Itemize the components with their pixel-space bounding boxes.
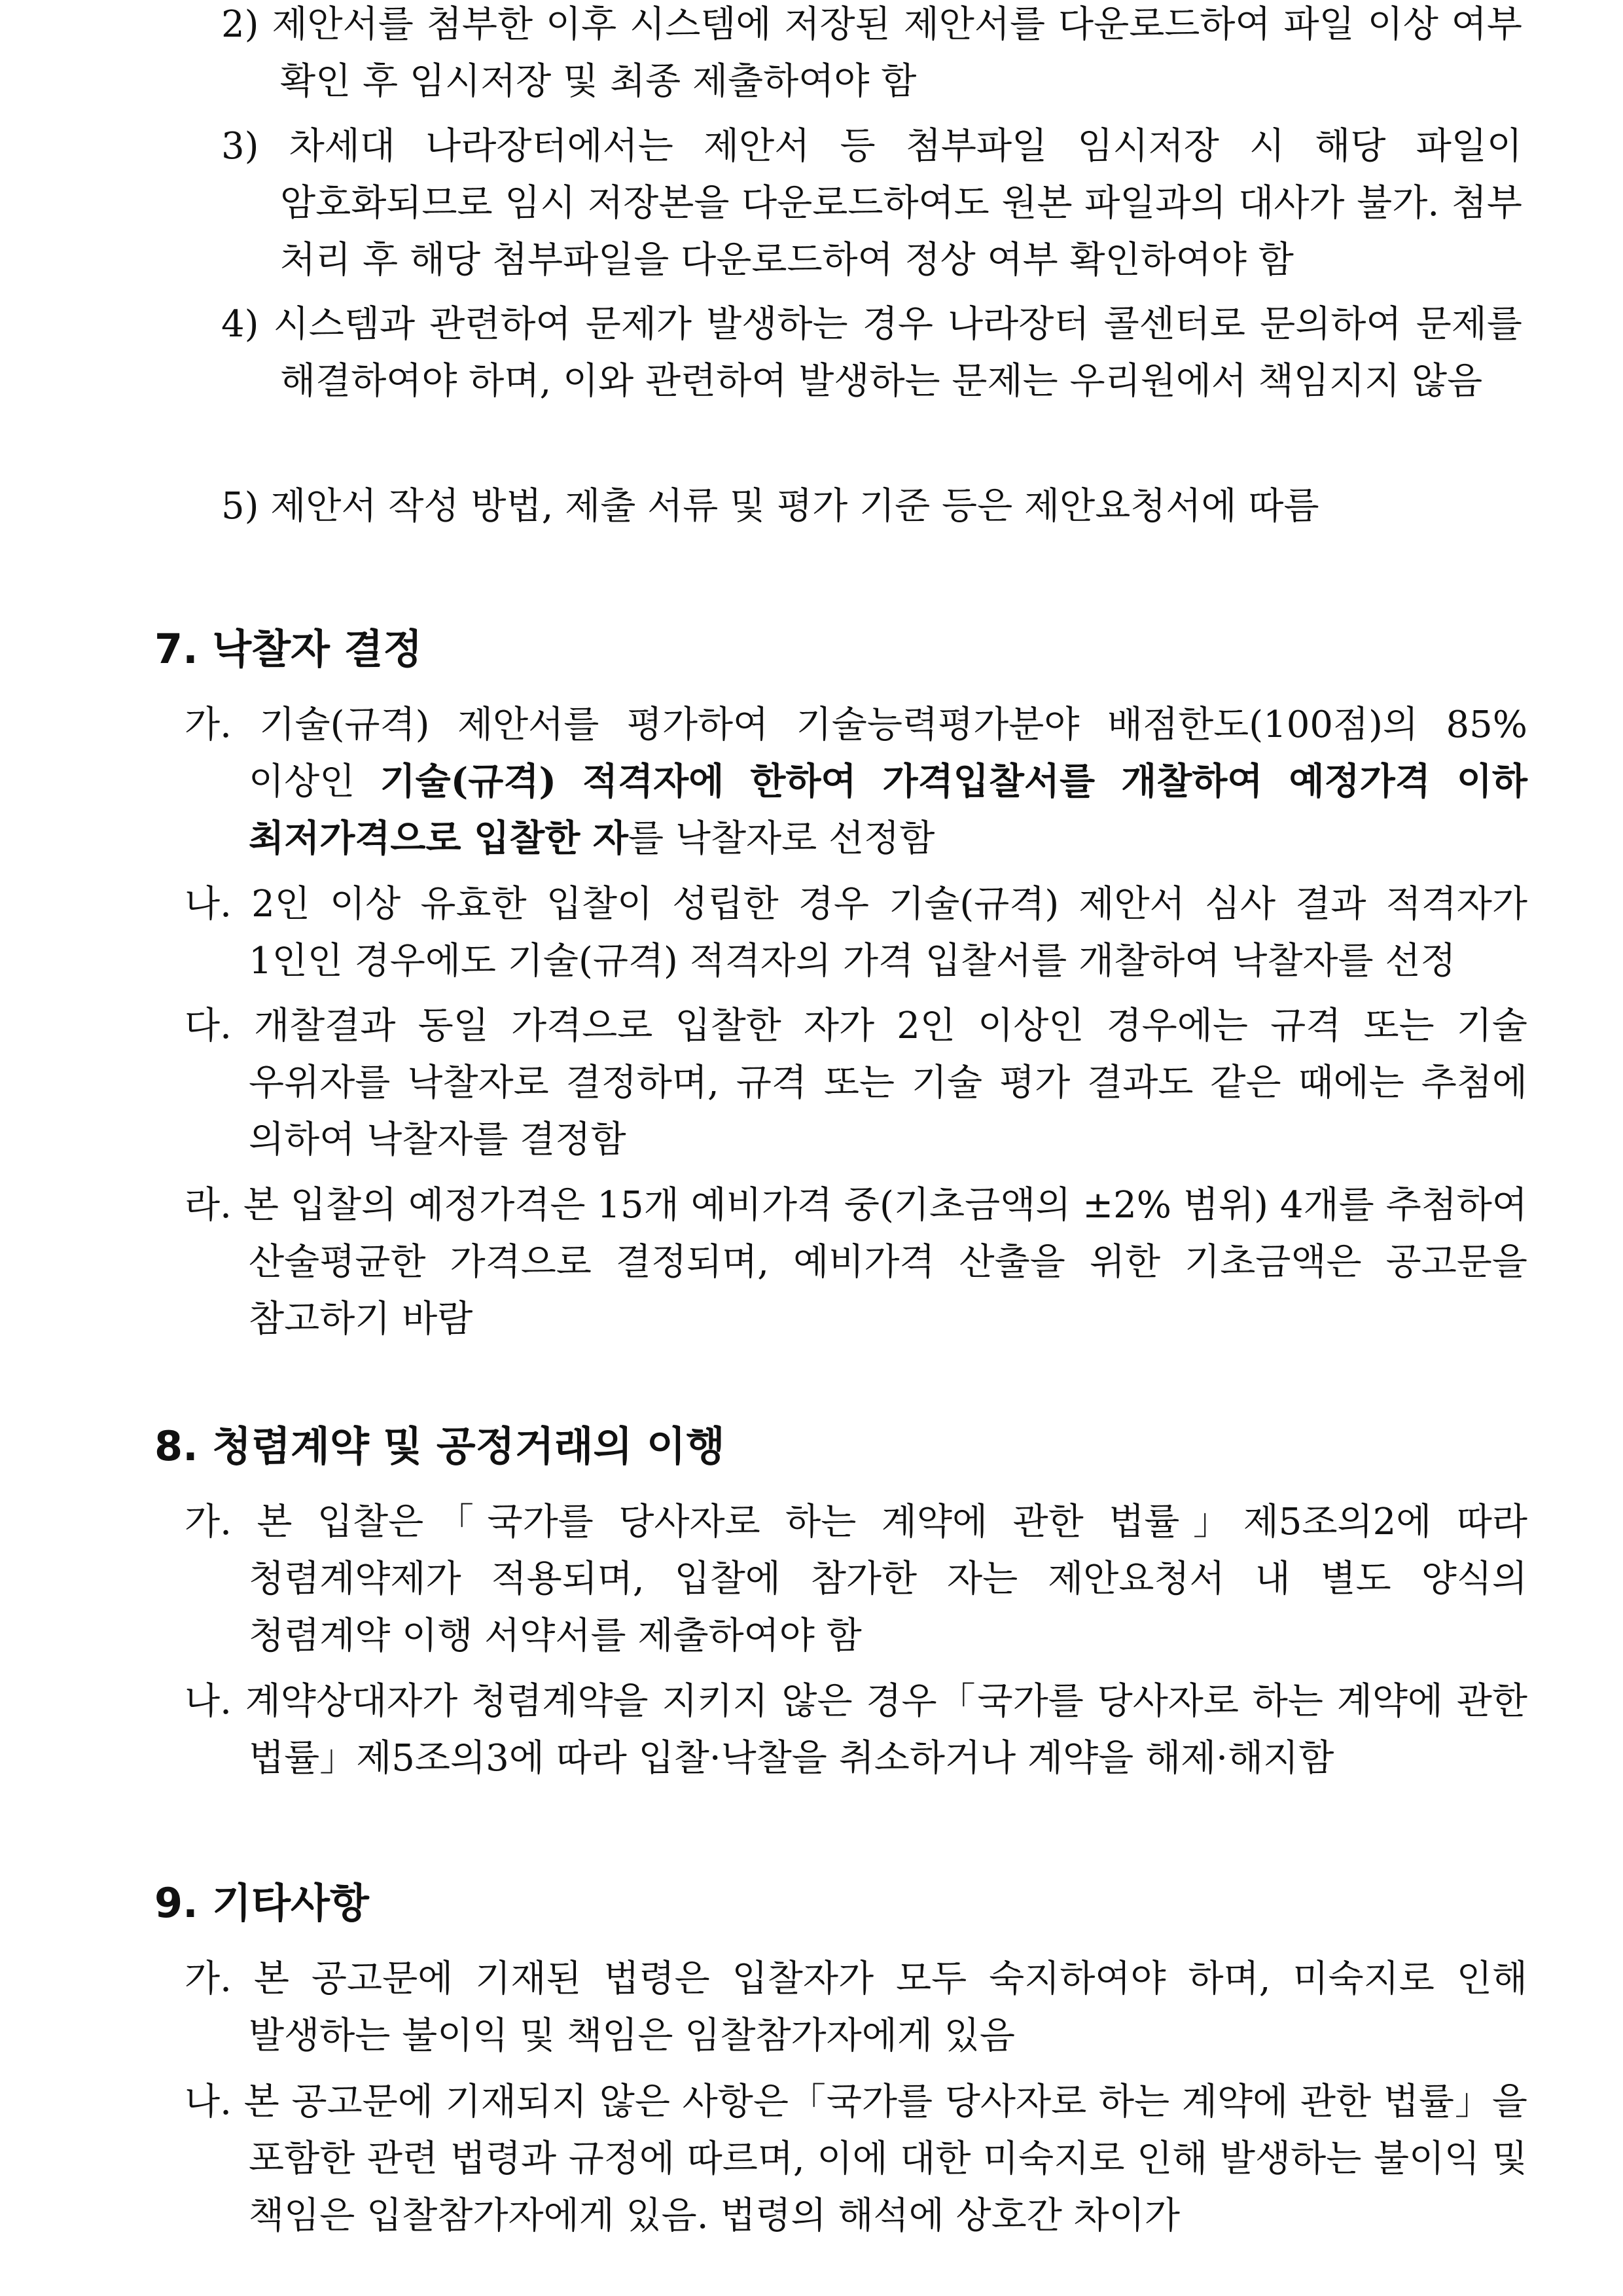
- item-text: 본 입찰의 예정가격은 15개 예비가격 중(기초금액의 ±2% 범위) 4개를 추첨하여 산술평균한 가격으로 결정되며, 예비가격 산출을 위한 기초금액은 공고문을 참고하기 바람: [243, 1184, 1527, 1340]
- item-text-bold: 기술(규격) 적격자에 한하여 가격입찰서를 개찰하여 예정가격 이하 최저가격으로 입찰한 자: [249, 760, 1528, 860]
- item-label: 가.: [185, 1958, 232, 2000]
- item-text: 본 공고문에 기재된 법령은 입찰자가 모두 숙지하여야 하며, 미숙지로 인해 발생하는 불이익 및 책임은 임찰참가자에게 있음: [249, 1958, 1527, 2057]
- section9-item-ga: [185, 1950, 1527, 2064]
- section9-item-na: [185, 2073, 1527, 2244]
- item-label: 가.: [185, 704, 232, 746]
- section-9-heading: 9. 기타사항: [154, 1879, 369, 1927]
- section6-item-4: [221, 296, 1522, 410]
- section8-item-ga: [185, 1494, 1527, 1664]
- item-text: 본 공고문에 기재되지 않은 사항은「국가를 당사자로 하는 계약에 관한 법률」을 포함한 관련 법령과 규정에 따르며, 이에 대한 미숙지로 인해 발생하는 불이익 및 책임은 입찰참가자에게 있음. 법령의 해석에 상호간 차이가: [243, 2081, 1527, 2237]
- item-label: 다.: [185, 1005, 232, 1047]
- item-text: 본 입찰은「국가를 당사자로 하는 계약에 관한 법률」제5조의2에 따라 청렴계약제가 적용되며, 입찰에 참가한 자는 제안요청서 내 별도 양식의 청렴계약 이행 서약서를 제출하여야 함: [249, 1501, 1527, 1657]
- section6-item-2: [221, 0, 1522, 110]
- item-text: 제안서 작성 방법, 제출 서류 및 평가 기준 등은 제안요청서에 따름: [270, 485, 1319, 528]
- section7-item-ra: [185, 1177, 1527, 1348]
- item-text-before: 기술(규격) 제안서를 평가하여 기술능력평가분야 배점한도(100점)의 85% 이상인: [249, 704, 1527, 803]
- section7-item-na: [185, 876, 1527, 990]
- section8-item-na: [185, 1673, 1527, 1787]
- item-text: 2인 이상 유효한 입찰이 성립한 경우 기술(규격) 제안서 심사 결과 적격자가 1인인 경우에도 기술(규격) 적격자의 가격 입찰서를 개찰하여 낙찰자를 선정: [249, 883, 1527, 982]
- item-label: 가.: [185, 1501, 232, 1543]
- item-label: 2): [221, 3, 259, 46]
- item-label: 4): [221, 303, 259, 346]
- item-text: 개찰결과 동일 가격으로 입찰한 자가 2인 이상인 경우에는 규격 또는 기술 우위자를 낙찰자로 결정하며, 규격 또는 기술 평가 결과도 같은 때에는 추첨에 의하여 낙찰자를 결정함: [249, 1005, 1527, 1161]
- item-text: 차세대 나라장터에서는 제안서 등 첨부파일 임시저장 시 해당 파일이 암호화되므로 임시 저장본을 다운로드하여도 원본 파일과의 대사가 불가. 첨부 처리 후 해당 첨부파일을 다운로드하여 정상 여부 확인하여야 함: [280, 125, 1522, 281]
- section-7-heading: 7. 낙찰자 결정: [154, 625, 423, 673]
- item-text: 시스템과 관련하여 문제가 발생하는 경우 나라장터 콜센터로 문의하여 문제를 해결하여야 하며, 이와 관련하여 발생하는 문제는 우리원에서 책임지지 않음: [273, 303, 1522, 403]
- item-label: 5): [221, 485, 259, 528]
- section7-item-ga: [185, 696, 1527, 867]
- item-label: 나.: [185, 2081, 232, 2123]
- item-text: 제안서를 첨부한 이후 시스템에 저장된 제안서를 다운로드하여 파일 이상 여부 확인 후 임시저장 및 최종 제출하여야 함: [272, 3, 1522, 103]
- section6-item-5: [221, 478, 1522, 535]
- item-text-after: 를 낙찰자로 선정함: [628, 817, 935, 860]
- item-label: 나.: [185, 1680, 232, 1723]
- item-label: 3): [221, 125, 259, 168]
- item-label: 라.: [185, 1184, 232, 1227]
- item-text: 계약상대자가 청렴계약을 지키지 않은 경우「국가를 당사자로 하는 계약에 관한 법률」제5조의3에 따라 입찰·낙찰을 취소하거나 계약을 해제·해지함: [245, 1680, 1527, 1780]
- section-8-heading: 8. 청렴계약 및 공정거래의 이행: [154, 1422, 725, 1470]
- section6-item-3: [221, 118, 1522, 289]
- item-label: 나.: [185, 883, 232, 925]
- section7-item-da: [185, 997, 1527, 1168]
